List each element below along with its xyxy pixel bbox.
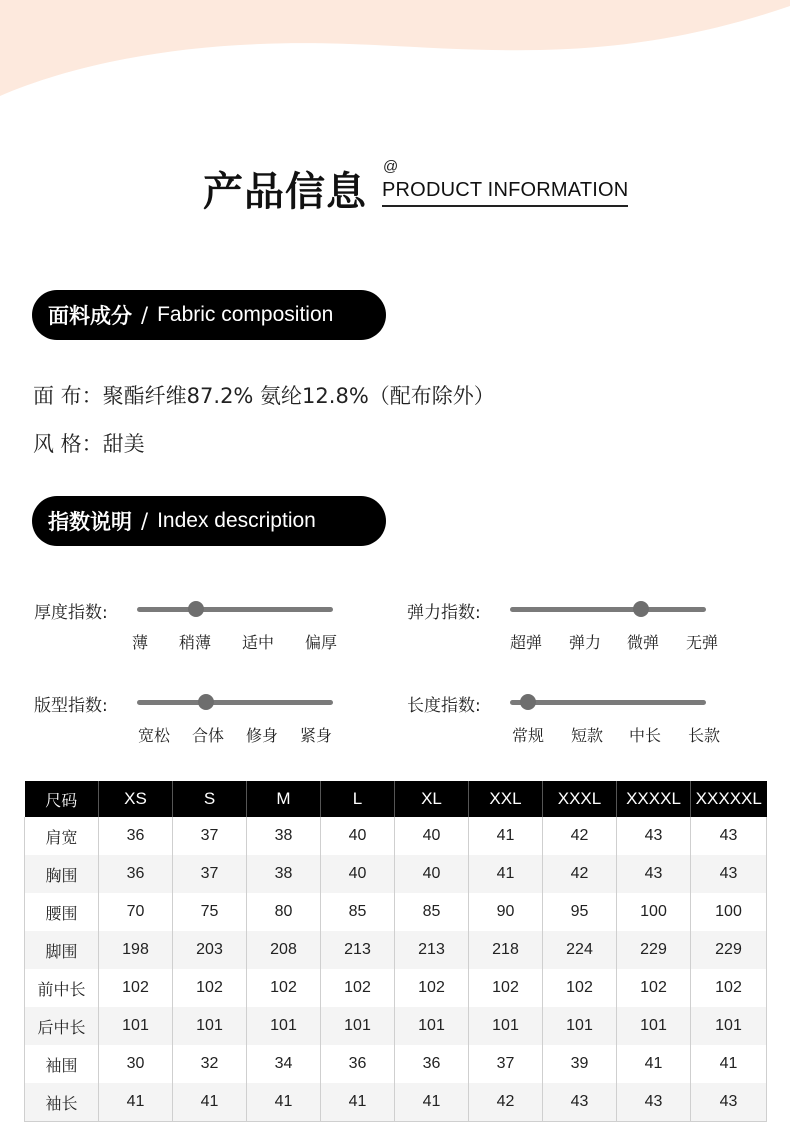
length-option: 中长 xyxy=(628,726,662,745)
table-row xyxy=(25,817,767,855)
row-label-cell: 袖长 xyxy=(25,1083,99,1122)
table-cell: 101 xyxy=(173,1007,247,1045)
row-label-cell: 脚围 xyxy=(25,931,99,969)
table-row xyxy=(25,893,767,931)
header-cell: S xyxy=(173,781,247,817)
table-cell: 100 xyxy=(691,893,767,931)
fit-option: 合体 xyxy=(191,726,225,745)
length-index-knob xyxy=(520,694,536,710)
table-cell: 229 xyxy=(691,931,767,969)
table-row xyxy=(25,969,767,1007)
table-cell: 36 xyxy=(395,1045,469,1083)
table-cell: 101 xyxy=(691,1007,767,1045)
table-cell: 101 xyxy=(247,1007,321,1045)
size-table xyxy=(24,781,767,1122)
thickness-index-track xyxy=(137,607,333,612)
table-cell: 43 xyxy=(691,1083,767,1122)
row-label-cell: 腰围 xyxy=(25,893,99,931)
table-row xyxy=(25,1007,767,1045)
fabric-section-header xyxy=(32,290,386,340)
table-cell: 36 xyxy=(99,817,173,855)
table-cell: 40 xyxy=(395,817,469,855)
table-cell: 43 xyxy=(543,1083,617,1122)
header-cell: L xyxy=(321,781,395,817)
table-cell: 80 xyxy=(247,893,321,931)
size-table-header-row xyxy=(25,781,767,817)
table-cell: 41 xyxy=(469,817,543,855)
table-cell: 37 xyxy=(173,817,247,855)
header-cell: XS xyxy=(99,781,173,817)
table-cell: 75 xyxy=(173,893,247,931)
table-cell: 102 xyxy=(99,969,173,1007)
table-cell: 43 xyxy=(691,817,767,855)
table-cell: 39 xyxy=(543,1045,617,1083)
table-cell: 41 xyxy=(173,1083,247,1122)
length-option: 短款 xyxy=(570,726,604,745)
table-cell: 41 xyxy=(247,1083,321,1122)
fit-option: 宽松 xyxy=(137,726,171,745)
elasticity-option: 无弹 xyxy=(685,633,719,652)
table-cell: 42 xyxy=(543,855,617,893)
table-cell: 102 xyxy=(321,969,395,1007)
table-cell: 198 xyxy=(99,931,173,969)
table-cell: 102 xyxy=(247,969,321,1007)
header-cell: XL xyxy=(395,781,469,817)
table-cell: 41 xyxy=(617,1045,691,1083)
table-cell: 100 xyxy=(617,893,691,931)
table-cell: 36 xyxy=(321,1045,395,1083)
table-row xyxy=(25,931,767,969)
table-cell: 102 xyxy=(469,969,543,1007)
table-cell: 101 xyxy=(469,1007,543,1045)
at-symbol: @ xyxy=(383,158,399,175)
length-index-track xyxy=(510,700,706,705)
table-cell: 37 xyxy=(173,855,247,893)
table-cell: 42 xyxy=(543,817,617,855)
row-label-cell: 前中长 xyxy=(25,969,99,1007)
length-index-label: 长度指数: xyxy=(407,696,481,716)
table-cell: 229 xyxy=(617,931,691,969)
thickness-index-label: 厚度指数: xyxy=(34,603,108,623)
table-row xyxy=(25,1045,767,1083)
table-cell: 41 xyxy=(395,1083,469,1122)
table-cell: 101 xyxy=(543,1007,617,1045)
table-cell: 101 xyxy=(99,1007,173,1045)
thickness-option: 适中 xyxy=(241,633,275,652)
table-cell: 43 xyxy=(691,855,767,893)
table-cell: 40 xyxy=(395,855,469,893)
table-cell: 90 xyxy=(469,893,543,931)
table-cell: 40 xyxy=(321,855,395,893)
header-cell: 尺码 xyxy=(25,781,99,817)
table-row xyxy=(25,855,767,893)
table-cell: 37 xyxy=(469,1045,543,1083)
length-option: 常规 xyxy=(511,726,545,745)
fabric-title-en: Fabric composition xyxy=(157,303,334,326)
table-cell: 208 xyxy=(247,931,321,969)
length-option: 长款 xyxy=(687,726,721,745)
table-row xyxy=(25,1083,767,1122)
table-cell: 41 xyxy=(321,1083,395,1122)
fit-option: 紧身 xyxy=(299,726,333,745)
index-title-separator: / xyxy=(141,509,149,533)
table-cell: 41 xyxy=(99,1083,173,1122)
page-title-en: PRODUCT INFORMATION xyxy=(382,179,628,207)
thickness-option: 薄 xyxy=(131,633,149,652)
table-cell: 203 xyxy=(173,931,247,969)
table-cell: 38 xyxy=(247,855,321,893)
elasticity-index-knob xyxy=(633,601,649,617)
table-cell: 41 xyxy=(469,855,543,893)
header-cell: XXXL xyxy=(543,781,617,817)
elasticity-option: 超弹 xyxy=(509,633,543,652)
elasticity-index-label: 弹力指数: xyxy=(407,603,481,623)
header-cell: XXXXXL xyxy=(691,781,767,817)
thickness-option: 稍薄 xyxy=(178,633,212,652)
row-label-cell: 肩宽 xyxy=(25,817,99,855)
index-section-header xyxy=(32,496,386,546)
index-title-cn: 指数说明 xyxy=(48,510,132,534)
decorative-wave xyxy=(0,0,790,110)
table-cell: 41 xyxy=(691,1045,767,1083)
table-cell: 30 xyxy=(99,1045,173,1083)
fabric-line: 面 布：聚酯纤维87.2% 氨纶12.8%（配布除外） xyxy=(33,384,495,408)
fabric-title-separator: / xyxy=(141,303,149,327)
table-cell: 102 xyxy=(395,969,469,1007)
table-cell: 102 xyxy=(543,969,617,1007)
header-cell: XXL xyxy=(469,781,543,817)
table-cell: 218 xyxy=(469,931,543,969)
table-cell: 101 xyxy=(617,1007,691,1045)
row-label-cell: 胸围 xyxy=(25,855,99,893)
table-cell: 102 xyxy=(173,969,247,1007)
index-title-en: Index description xyxy=(157,509,316,532)
table-cell: 40 xyxy=(321,817,395,855)
fit-option: 修身 xyxy=(245,726,279,745)
table-cell: 85 xyxy=(321,893,395,931)
table-cell: 101 xyxy=(395,1007,469,1045)
table-cell: 42 xyxy=(469,1083,543,1122)
table-cell: 34 xyxy=(247,1045,321,1083)
table-cell: 70 xyxy=(99,893,173,931)
table-cell: 213 xyxy=(321,931,395,969)
table-cell: 36 xyxy=(99,855,173,893)
header-cell: M xyxy=(247,781,321,817)
table-cell: 43 xyxy=(617,817,691,855)
thickness-index-knob xyxy=(188,601,204,617)
table-cell: 38 xyxy=(247,817,321,855)
row-label-cell: 后中长 xyxy=(25,1007,99,1045)
table-cell: 43 xyxy=(617,855,691,893)
fit-index-knob xyxy=(198,694,214,710)
fit-index-track xyxy=(137,700,333,705)
table-cell: 213 xyxy=(395,931,469,969)
thickness-option: 偏厚 xyxy=(304,633,338,652)
table-cell: 43 xyxy=(617,1083,691,1122)
table-cell: 32 xyxy=(173,1045,247,1083)
row-label-cell: 袖围 xyxy=(25,1045,99,1083)
table-cell: 102 xyxy=(691,969,767,1007)
table-cell: 101 xyxy=(321,1007,395,1045)
style-line: 风 格：甜美 xyxy=(33,432,145,456)
fit-index-label: 版型指数: xyxy=(34,696,108,716)
table-cell: 224 xyxy=(543,931,617,969)
header-cell: XXXXL xyxy=(617,781,691,817)
elasticity-option: 弹力 xyxy=(568,633,602,652)
page-title-cn: 产品信息 xyxy=(203,169,367,215)
elasticity-index-track xyxy=(510,607,706,612)
table-cell: 102 xyxy=(617,969,691,1007)
table-cell: 85 xyxy=(395,893,469,931)
table-cell: 95 xyxy=(543,893,617,931)
elasticity-option: 微弹 xyxy=(626,633,660,652)
fabric-title-cn: 面料成分 xyxy=(48,304,132,328)
